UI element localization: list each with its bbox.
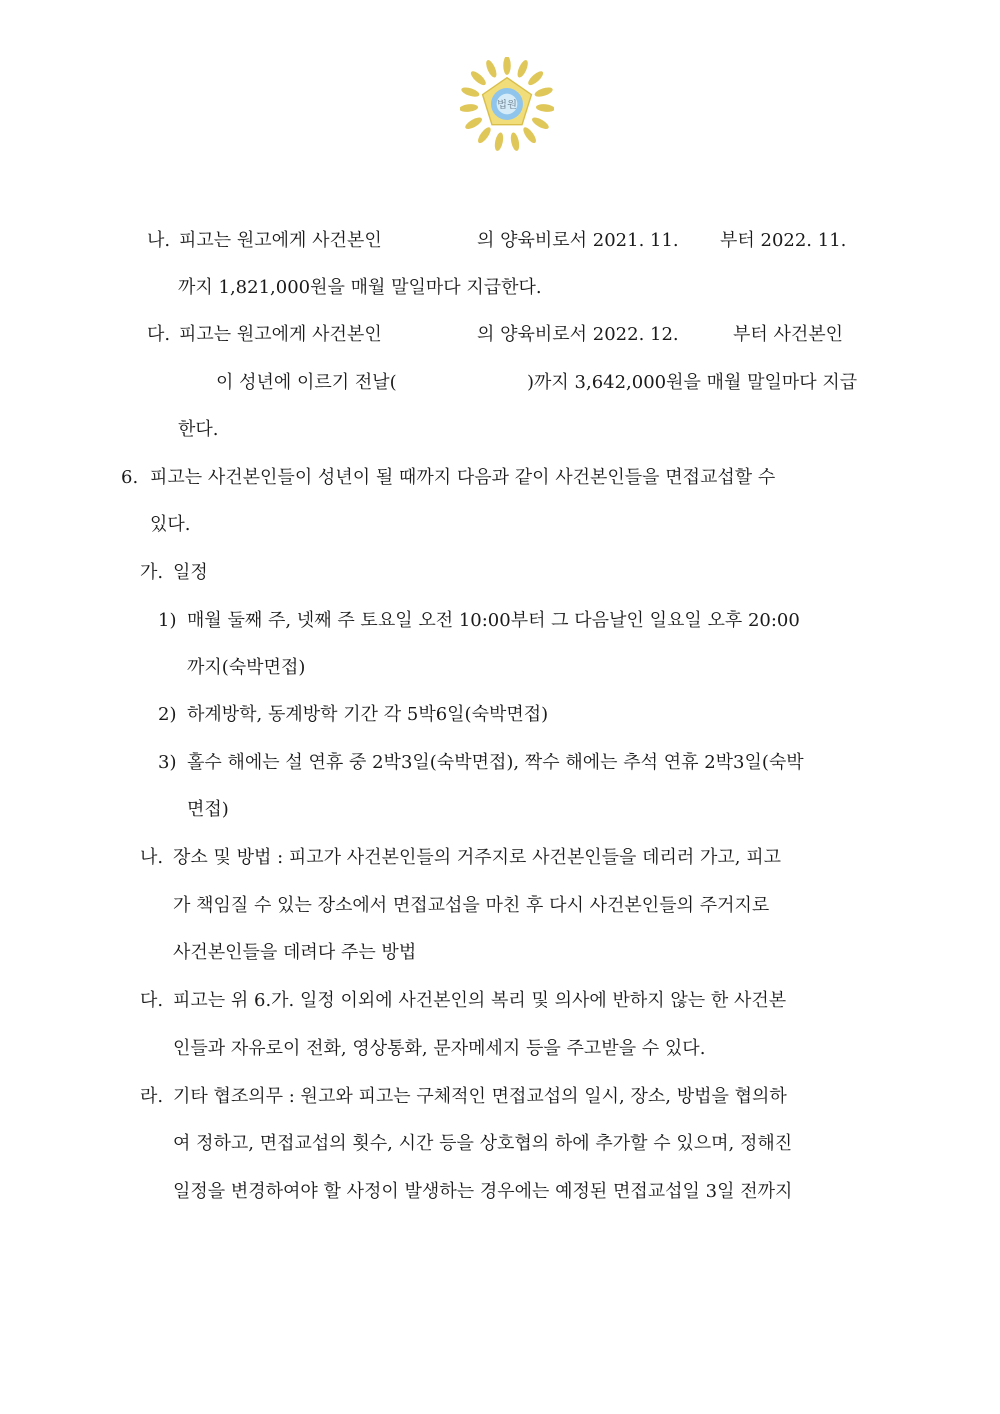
doc-line: [0, 748, 1000, 778]
line-text: 기타 협조의무 : 원고와 피고는 구체적인 면접교섭의 일시, 장소, 방법을 협의하: [173, 1086, 787, 1107]
doc-line: [0, 891, 1000, 921]
line-text: 사건본인들을 데려다 주는 방법: [173, 942, 417, 963]
line-text: 가 책임질 수 있는 장소에서 면접교섭을 마친 후 다시 사건본인들의 주거지로: [173, 895, 770, 916]
doc-line: [0, 1177, 1000, 1207]
line-text: 의 양육비로서 2021. 11.: [477, 230, 679, 251]
line-text: 피고는 위 6.가. 일정 이외에 사건본인의 복리 및 의사에 반하지 않는 한 사건본: [173, 990, 787, 1011]
line-text: 한다.: [178, 419, 219, 440]
line-text: 피고는 원고에게 사건본인: [179, 324, 382, 345]
line-text: 매월 둘째 주, 넷째 주 토요일 오전 10:00부터 그 다음날인 일요일 오후 20:00: [187, 610, 800, 631]
doc-line: [0, 606, 1000, 636]
doc-line: [0, 273, 1000, 303]
item-marker: 나.: [140, 847, 164, 868]
doc-line: [0, 938, 1000, 968]
line-text: 의 양육비로서 2022. 12.: [477, 324, 679, 345]
doc-line: [0, 320, 1000, 350]
line-text: 피고는 사건본인들이 성년이 될 때까지 다음과 같이 사건본인들을 면접교섭할 수: [150, 467, 776, 488]
line-text: 까지(숙박면접): [187, 657, 306, 678]
doc-line: [0, 510, 1000, 540]
line-text: 까지 1,821,000원을 매월 말일마다 지급한다.: [178, 277, 542, 298]
doc-line: [0, 653, 1000, 683]
doc-line: [0, 986, 1000, 1016]
line-text: 면접): [187, 799, 229, 820]
line-text: 있다.: [150, 514, 191, 535]
item-marker: 라.: [140, 1086, 164, 1107]
line-text: 인들과 자유로이 전화, 영상통화, 문자메세지 등을 주고받을 수 있다.: [173, 1038, 706, 1059]
line-text: 하계방학, 동계방학 기간 각 5박6일(숙박면접): [187, 704, 549, 725]
line-text: 여 정하고, 면접교섭의 횟수, 시간 등을 상호협의 하에 추가할 수 있으며, 정해진: [173, 1133, 793, 1154]
item-marker: 가.: [140, 562, 164, 583]
doc-line: [0, 226, 1000, 256]
line-text: 부터 사건본인: [733, 324, 844, 345]
item-marker: 6.: [121, 467, 139, 488]
line-text: )까지 3,642,000원을 매월 말일마다 지급: [527, 372, 858, 393]
item-marker: 3): [158, 752, 177, 773]
line-text: 일정을 변경하여야 할 사정이 발생하는 경우에는 예정된 면접교섭일 3일 전까지: [173, 1181, 793, 1202]
line-text: 장소 및 방법 : 피고가 사건본인들의 거주지로 사건본인들을 데리러 가고, 피고: [173, 847, 782, 868]
court-seal-logo: [460, 57, 554, 151]
line-text: 피고는 원고에게 사건본인: [179, 230, 382, 251]
item-marker: 나.: [147, 230, 171, 251]
doc-line: [0, 1082, 1000, 1112]
item-marker: 1): [158, 610, 177, 631]
doc-line: [0, 415, 1000, 445]
seal-text: 법원: [497, 99, 517, 112]
doc-line: [0, 368, 1000, 398]
line-text: 홀수 해에는 설 연휴 중 2박3일(숙박면접), 짝수 해에는 추석 연휴 2박3일(숙박: [187, 752, 804, 773]
line-text: 부터 2022. 11.: [720, 230, 847, 251]
doc-line: [0, 843, 1000, 873]
doc-line: [0, 1034, 1000, 1064]
item-marker: 다.: [147, 324, 171, 345]
item-marker: 2): [158, 704, 177, 725]
line-text: 이 성년에 이르기 전날(: [216, 372, 397, 393]
line-text: 일정: [173, 562, 208, 583]
doc-line: [0, 558, 1000, 588]
court-seal-icon: [460, 57, 554, 151]
item-marker: 다.: [140, 990, 164, 1011]
doc-line: [0, 700, 1000, 730]
doc-line: [0, 463, 1000, 493]
doc-line: [0, 795, 1000, 825]
doc-line: [0, 1129, 1000, 1159]
